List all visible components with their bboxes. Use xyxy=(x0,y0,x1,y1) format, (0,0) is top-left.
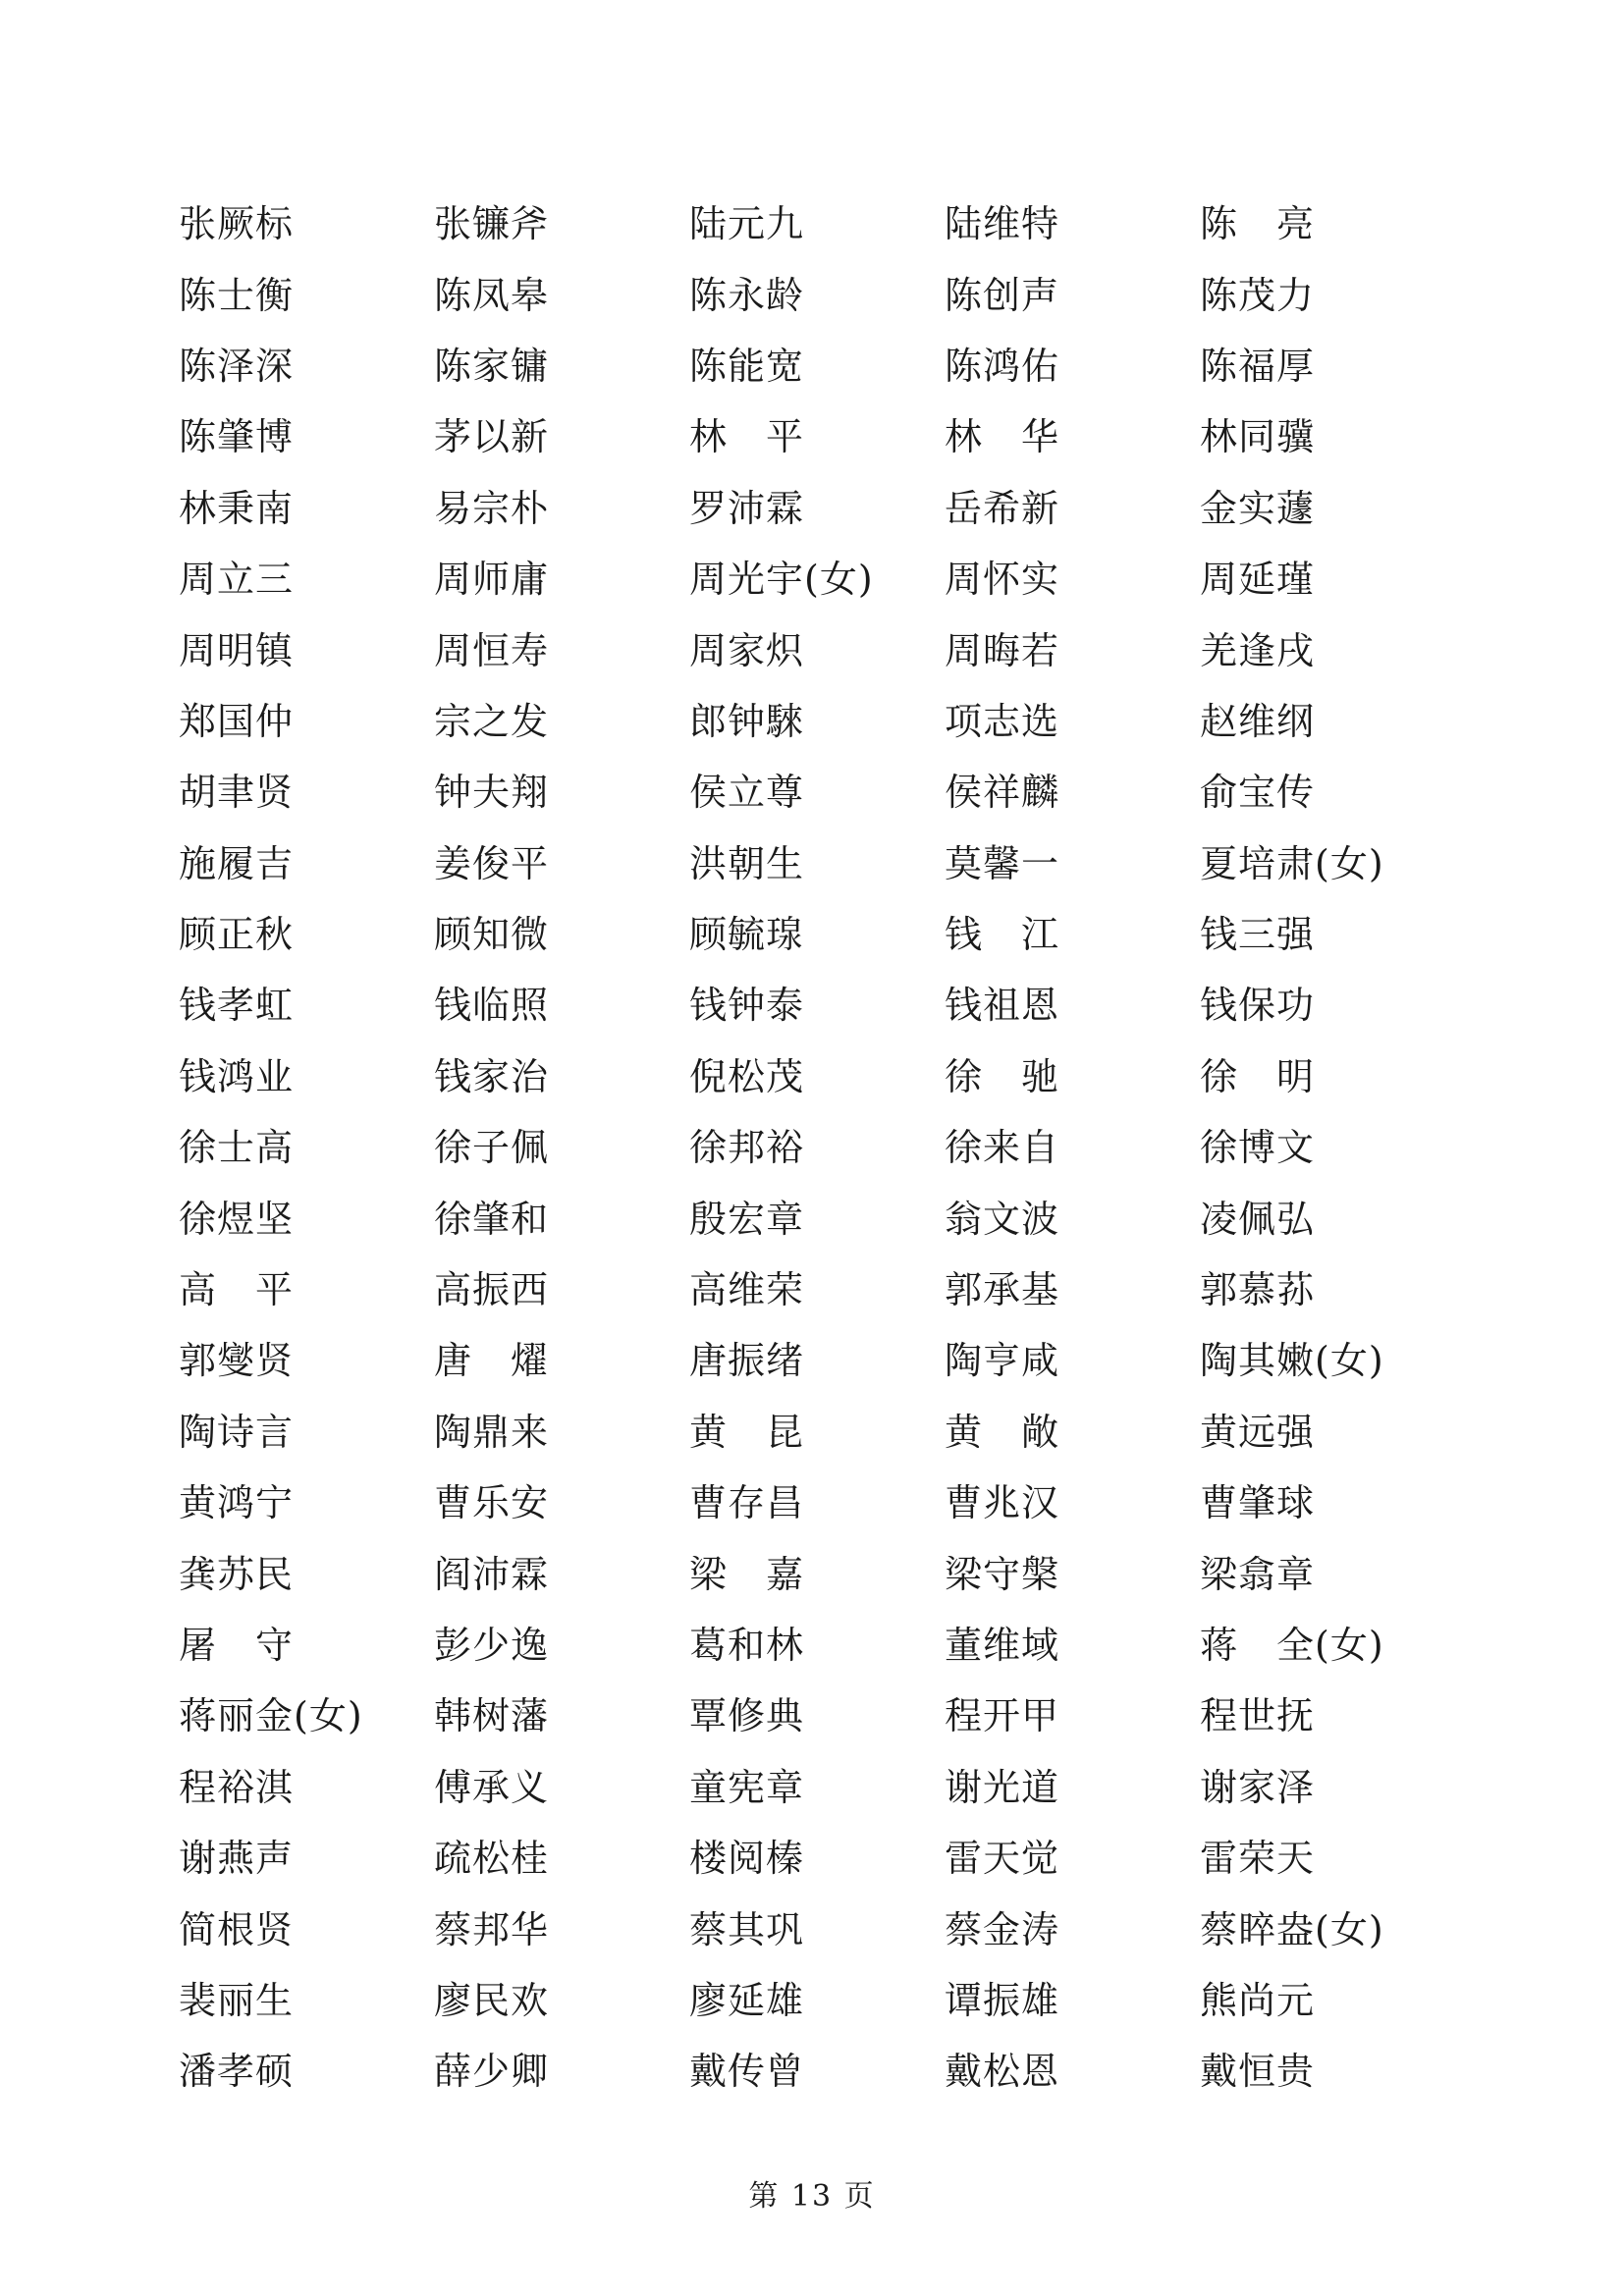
name-entry: 陈能宽 xyxy=(689,344,805,388)
name-entry: 周立三 xyxy=(179,558,295,602)
name-entry: 陶亨咸 xyxy=(945,1339,1060,1383)
name-entry: 林 平 xyxy=(689,415,805,459)
name-entry: 翁文波 xyxy=(945,1197,1060,1241)
name-entry: 郭承基 xyxy=(945,1268,1060,1312)
name-entry: 徐 驰 xyxy=(945,1054,1060,1098)
name-row xyxy=(179,899,1455,970)
name-row xyxy=(179,473,1455,544)
name-entry: 施履吉 xyxy=(179,841,295,885)
name-entry: 钱孝虹 xyxy=(179,984,295,1028)
name-entry: 陈永龄 xyxy=(689,273,805,317)
name-entry: 陈福厚 xyxy=(1200,344,1316,388)
name-entry: 张镰斧 xyxy=(434,202,550,246)
name-entry: 彭少逸 xyxy=(434,1624,550,1667)
name-row xyxy=(179,188,1455,259)
name-list xyxy=(179,188,1455,2108)
name-entry: 周恒寿 xyxy=(434,628,550,672)
name-entry: 楼阅榛 xyxy=(689,1837,805,1881)
name-entry: 周延瑾 xyxy=(1200,558,1316,602)
name-entry: 曹存昌 xyxy=(689,1481,805,1525)
name-entry: 徐邦裕 xyxy=(689,1126,805,1170)
name-entry: 陈士衡 xyxy=(179,273,295,317)
name-entry: 徐士高 xyxy=(179,1126,295,1170)
name-entry: 洪朝生 xyxy=(689,841,805,885)
name-entry: 雷荣天 xyxy=(1200,1837,1316,1881)
name-row xyxy=(179,1255,1455,1325)
name-entry: 蒋丽金(女) xyxy=(179,1694,363,1738)
name-entry: 赵维纲 xyxy=(1200,699,1316,743)
name-entry: 梁翕章 xyxy=(1200,1552,1316,1596)
name-row xyxy=(179,1894,1455,1964)
name-entry: 姜俊平 xyxy=(434,841,550,885)
name-entry: 项志选 xyxy=(945,699,1060,743)
name-entry: 陆维特 xyxy=(945,202,1060,246)
name-row xyxy=(179,1112,1455,1183)
name-entry: 张厥标 xyxy=(179,202,295,246)
name-entry: 陈肇博 xyxy=(179,415,295,459)
name-entry: 戴传曾 xyxy=(689,2050,805,2094)
name-entry: 潘孝硕 xyxy=(179,2050,295,2094)
name-entry: 疏松桂 xyxy=(434,1837,550,1881)
name-entry: 薛少卿 xyxy=(434,2050,550,2094)
name-row xyxy=(179,1041,1455,1112)
name-row xyxy=(179,1183,1455,1254)
name-entry: 钱 江 xyxy=(945,913,1060,957)
name-entry: 陶其嫩(女) xyxy=(1200,1339,1384,1383)
name-entry: 陆元九 xyxy=(689,202,805,246)
name-entry: 林秉南 xyxy=(179,486,295,530)
name-entry: 林同骥 xyxy=(1200,415,1316,459)
name-entry: 顾知微 xyxy=(434,913,550,957)
name-entry: 唐振绪 xyxy=(689,1339,805,1383)
name-entry: 雷天觉 xyxy=(945,1837,1060,1881)
name-entry: 钱三强 xyxy=(1200,913,1316,957)
name-row xyxy=(179,614,1455,685)
name-entry: 钱鸿业 xyxy=(179,1054,295,1098)
name-entry: 曹兆汉 xyxy=(945,1481,1060,1525)
name-entry: 屠 守 xyxy=(179,1624,295,1667)
name-entry: 殷宏章 xyxy=(689,1197,805,1241)
name-entry: 程裕淇 xyxy=(179,1765,295,1809)
name-row xyxy=(179,401,1455,472)
name-entry: 熊尚元 xyxy=(1200,1978,1316,2022)
name-entry: 葛和林 xyxy=(689,1624,805,1667)
name-entry: 蒋 全(女) xyxy=(1200,1624,1384,1667)
name-row xyxy=(179,970,1455,1041)
page-number: 第 13 页 xyxy=(748,2179,876,2214)
name-entry: 徐肇和 xyxy=(434,1197,550,1241)
name-row xyxy=(179,1823,1455,1894)
name-entry: 阎沛霖 xyxy=(434,1552,550,1596)
name-entry: 岳希新 xyxy=(945,486,1060,530)
name-entry: 钟夫翔 xyxy=(434,771,550,815)
name-entry: 蔡金涛 xyxy=(945,1907,1060,1951)
name-entry: 廖民欢 xyxy=(434,1978,550,2022)
name-entry: 黄 昆 xyxy=(689,1410,805,1454)
name-entry: 周晦若 xyxy=(945,628,1060,672)
name-entry: 钱钟泰 xyxy=(689,984,805,1028)
name-entry: 金实蘧 xyxy=(1200,486,1316,530)
name-entry: 郭慕荪 xyxy=(1200,1268,1316,1312)
name-entry: 黄远强 xyxy=(1200,1410,1316,1454)
name-entry: 陈家镛 xyxy=(434,344,550,388)
name-entry: 周师庸 xyxy=(434,558,550,602)
name-entry: 陈 亮 xyxy=(1200,202,1316,246)
name-row xyxy=(179,259,1455,330)
name-entry: 戴松恩 xyxy=(945,2050,1060,2094)
name-entry: 郭燮贤 xyxy=(179,1339,295,1383)
name-entry: 简根贤 xyxy=(179,1907,295,1951)
name-entry: 郎钟騋 xyxy=(689,699,805,743)
name-row xyxy=(179,1397,1455,1468)
name-entry: 顾正秋 xyxy=(179,913,295,957)
name-entry: 莫馨一 xyxy=(945,841,1060,885)
name-entry: 曹肇球 xyxy=(1200,1481,1316,1525)
name-entry: 胡聿贤 xyxy=(179,771,295,815)
name-entry: 侯祥麟 xyxy=(945,771,1060,815)
name-entry: 梁 嘉 xyxy=(689,1552,805,1596)
name-entry: 裴丽生 xyxy=(179,1978,295,2022)
name-entry: 徐 明 xyxy=(1200,1054,1316,1098)
name-entry: 顾毓瑔 xyxy=(689,913,805,957)
name-row xyxy=(179,1468,1455,1538)
name-entry: 周明镇 xyxy=(179,628,295,672)
name-row xyxy=(179,1752,1455,1823)
name-entry: 黄鸿宁 xyxy=(179,1481,295,1525)
name-row xyxy=(179,757,1455,828)
name-entry: 陈泽深 xyxy=(179,344,295,388)
name-entry: 钱家治 xyxy=(434,1054,550,1098)
name-entry: 廖延雄 xyxy=(689,1978,805,2022)
name-entry: 倪松茂 xyxy=(689,1054,805,1098)
name-entry: 高振西 xyxy=(434,1268,550,1312)
name-entry: 韩树藩 xyxy=(434,1694,550,1738)
name-entry: 陈鸿佑 xyxy=(945,344,1060,388)
name-row xyxy=(179,1965,1455,2036)
name-entry: 覃修典 xyxy=(689,1694,805,1738)
name-entry: 陶鼎来 xyxy=(434,1410,550,1454)
name-entry: 徐子佩 xyxy=(434,1126,550,1170)
name-entry: 龚苏民 xyxy=(179,1552,295,1596)
name-row xyxy=(179,1325,1455,1396)
name-entry: 林 华 xyxy=(945,415,1060,459)
name-entry: 易宗朴 xyxy=(434,486,550,530)
name-entry: 谢家泽 xyxy=(1200,1765,1316,1809)
name-entry: 夏培肃(女) xyxy=(1200,841,1384,885)
name-row xyxy=(179,2036,1455,2107)
name-entry: 周光宇(女) xyxy=(689,558,874,602)
name-entry: 侯立尊 xyxy=(689,771,805,815)
name-entry: 蔡其巩 xyxy=(689,1907,805,1951)
name-entry: 钱祖恩 xyxy=(945,984,1060,1028)
name-row xyxy=(179,331,1455,401)
name-entry: 蔡睟盎(女) xyxy=(1200,1907,1384,1951)
name-entry: 钱临照 xyxy=(434,984,550,1028)
name-entry: 凌佩弘 xyxy=(1200,1197,1316,1241)
name-entry: 陶诗言 xyxy=(179,1410,295,1454)
name-entry: 俞宝传 xyxy=(1200,771,1316,815)
name-entry: 黄 敞 xyxy=(945,1410,1060,1454)
name-entry: 梁守槃 xyxy=(945,1552,1060,1596)
name-entry: 高 平 xyxy=(179,1268,295,1312)
name-entry: 戴恒贵 xyxy=(1200,2050,1316,2094)
name-entry: 宗之发 xyxy=(434,699,550,743)
name-entry: 傅承义 xyxy=(434,1765,550,1809)
name-entry: 陈创声 xyxy=(945,273,1060,317)
name-row xyxy=(179,1610,1455,1681)
name-entry: 唐 燿 xyxy=(434,1339,550,1383)
name-entry: 程开甲 xyxy=(945,1694,1060,1738)
name-row xyxy=(179,1681,1455,1751)
name-entry: 陈凤皋 xyxy=(434,273,550,317)
name-entry: 羌逢戌 xyxy=(1200,628,1316,672)
name-entry: 周家炽 xyxy=(689,628,805,672)
name-row xyxy=(179,686,1455,757)
name-row xyxy=(179,544,1455,614)
name-entry: 茅以新 xyxy=(434,415,550,459)
name-entry: 蔡邦华 xyxy=(434,1907,550,1951)
name-entry: 高维荣 xyxy=(689,1268,805,1312)
name-entry: 罗沛霖 xyxy=(689,486,805,530)
name-entry: 郑国仲 xyxy=(179,699,295,743)
name-entry: 谢光道 xyxy=(945,1765,1060,1809)
name-entry: 童宪章 xyxy=(689,1765,805,1809)
name-entry: 周怀实 xyxy=(945,558,1060,602)
name-entry: 程世抚 xyxy=(1200,1694,1316,1738)
name-entry: 谢燕声 xyxy=(179,1837,295,1881)
name-entry: 曹乐安 xyxy=(434,1481,550,1525)
name-row xyxy=(179,828,1455,899)
name-entry: 董维域 xyxy=(945,1624,1060,1667)
name-entry: 陈茂力 xyxy=(1200,273,1316,317)
name-entry: 谭振雄 xyxy=(945,1978,1060,2022)
name-row xyxy=(179,1538,1455,1609)
name-entry: 徐博文 xyxy=(1200,1126,1316,1170)
name-entry: 钱保功 xyxy=(1200,984,1316,1028)
name-entry: 徐来自 xyxy=(945,1126,1060,1170)
name-entry: 徐煜坚 xyxy=(179,1197,295,1241)
